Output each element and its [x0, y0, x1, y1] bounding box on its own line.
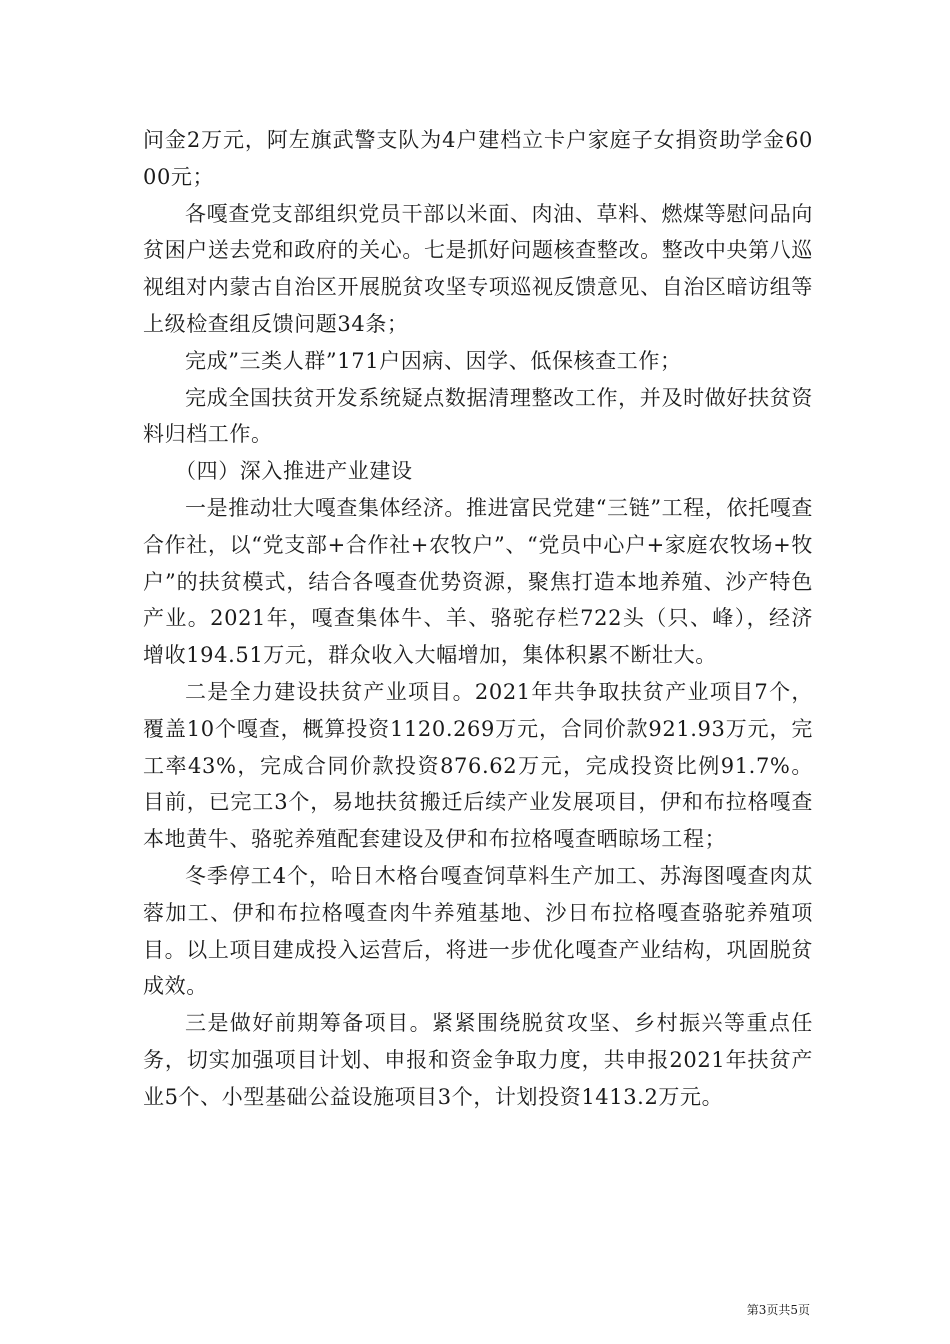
document-body: [143, 122, 813, 1116]
paragraph-data-cleanup: 完成全国扶贫开发系统疑点数据清理整改工作，并及时做好扶贫资料归档工作。: [143, 385, 813, 447]
paragraph-industry-projects: 二是全力建设扶贫产业项目。2021年共争取扶贫产业项目7个，覆盖10个嘎查，概算投资1120.269万元，合同价款921.93万元，完工率43%，完成合同价款投资876.62万元，完成投资比例91.7%。目前，已完工3个，易地扶贫搬迁后续产业发展项目，伊和布拉格嘎查本地黄牛、骆驼养殖配套建设及伊和布拉格嘎查晒晾场工程；: [143, 679, 813, 852]
paragraph-collective-economy: 一是推动壮大嘎查集体经济。推进富民党建“三链”工程，依托嘎查合作社，以“党支部+合作社+农牧户”、“党员中心户+家庭农牧场+牧户”的扶贫模式，结合各嘎查优势资源，聚焦打造本地养殖、沙产特色产业。2021年，嘎查集体牛、羊、骆驼存栏722头（只、峰），经济增收194.51万元，群众收入大幅增加，集体积累不断壮大。: [143, 495, 813, 668]
paragraph-continuation: 问金2万元，阿左旗武警支队为4户建档立卡户家庭子女捐资助学金6000元；: [143, 128, 813, 189]
paragraph-preparatory-projects: 三是做好前期筹备项目。紧紧围绕脱贫攻坚、乡村振兴等重点任务，切实加强项目计划、申报和资金争取力度，共申报2021年扶贫产业5个、小型基础公益设施项目3个，计划投资1413.2万元。: [143, 1011, 813, 1109]
paragraph-three-groups: 完成”三类人群”171户因病、因学、低保核查工作；: [185, 348, 682, 373]
paragraph-winter-suspension: 冬季停工4个，哈日木格台嘎查饲草料生产加工、苏海图嘎查肉苁蓉加工、伊和布拉格嘎查肉牛养殖基地、沙日布拉格嘎查骆驼养殖项目。以上项目建成投入运营后，将进一步优化嘎查产业结构，巩固脱贫成效。: [143, 863, 813, 999]
section-heading-industry: （四）深入推进产业建设: [175, 459, 413, 484]
paragraph-condolence-goods: 各嘎查党支部组织党员干部以米面、肉油、草料、燃煤等慰问品向贫困户送去党和政府的关心。七是抓好问题核查整改。整改中央第八巡视组对内蒙古自治区开展脱贫攻坚专项巡视反馈意见、自治区暗访组等上级检查组反馈问题34条；: [143, 201, 813, 336]
page-number-footer: 第3页共5页: [746, 1303, 810, 1317]
